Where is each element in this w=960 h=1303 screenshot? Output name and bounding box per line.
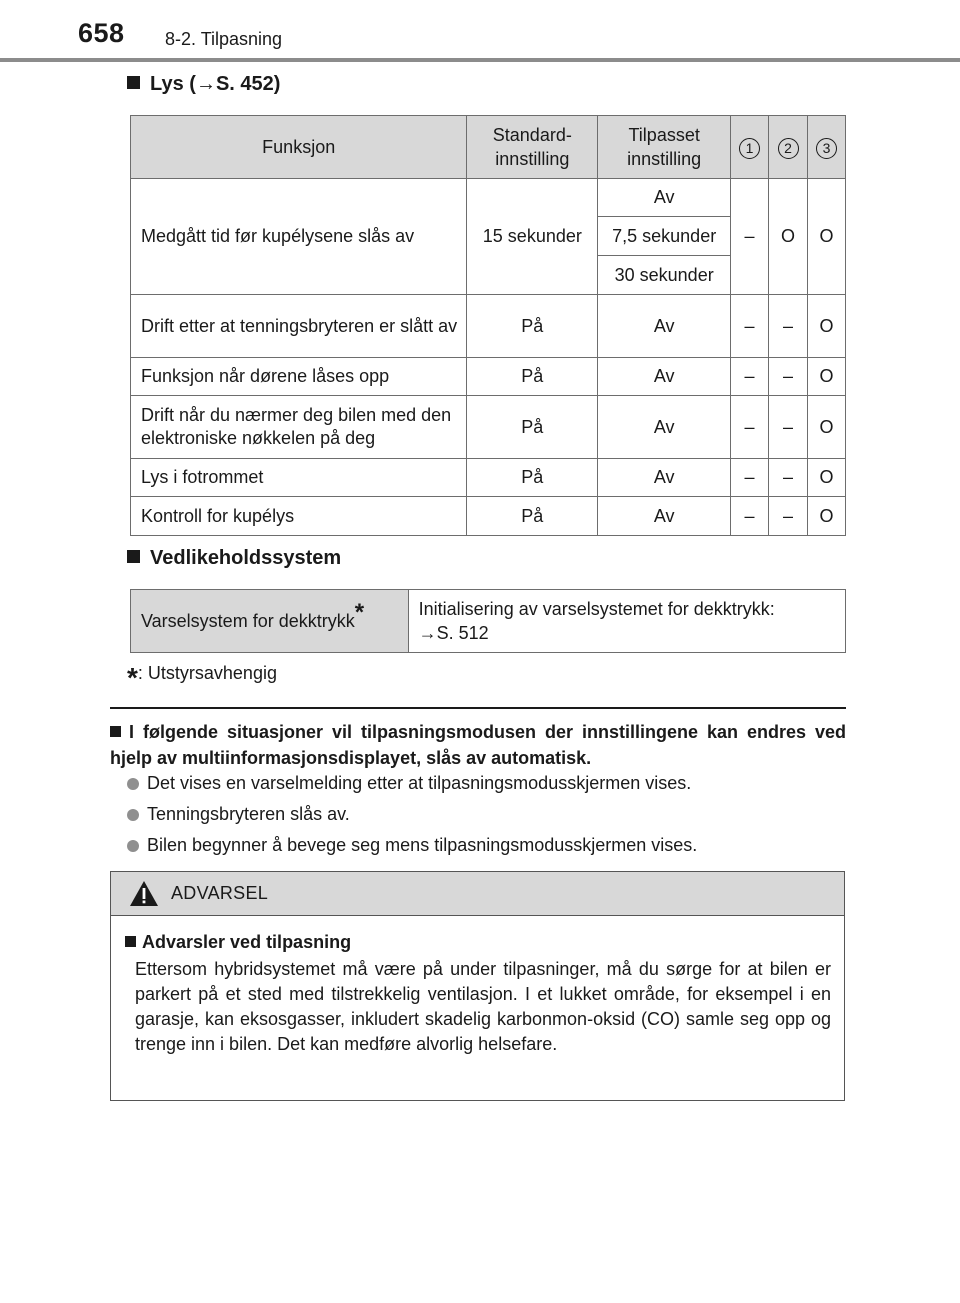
- warning-body: Ettersom hybridsystemet må være på under tilpasninger, må du sørge for at bilen er parkert på et sted med tilstrekkelig ventilasjon. I et lukket område, for eksempel i en garasje, kan eksosgasser, inkludert skadelig karbonmon-oksid (CO) samle seg opp og trenge inn i bilen. Det kan medføre alvorlig helsefare.: [135, 959, 831, 1054]
- warning-triangle-icon: [129, 880, 159, 907]
- list-item: [127, 802, 847, 826]
- row-function: Kontroll for kupélys: [131, 497, 467, 536]
- auto-off-heading: [110, 719, 846, 771]
- list-item: [127, 771, 847, 795]
- round-bullet-icon: [127, 809, 139, 821]
- header-custom: Tilpasset innstilling: [598, 116, 731, 179]
- table-row: [131, 497, 846, 536]
- system-description: Initialisering av varselsystemet for dekktrykk:: [418, 599, 775, 619]
- row-custom-option: Av: [598, 179, 731, 217]
- row-default: På: [467, 459, 598, 497]
- row-default: På: [467, 497, 598, 536]
- row-custom-option: 30 sekunder: [598, 256, 731, 295]
- row-c1: –: [731, 295, 769, 358]
- system-name: Varselsystem for dekktrykk: [141, 611, 355, 631]
- list-item-text: Tenningsbryteren slås av.: [147, 804, 350, 824]
- list-item: [127, 833, 847, 857]
- warning-subtitle-text: Advarsler ved tilpasning: [142, 932, 352, 952]
- row-custom-option: 7,5 sekunder: [598, 217, 731, 256]
- row-c2: –: [769, 396, 808, 459]
- list-item-text: Bilen begynner å bevege seg mens tilpasningsmodusskjermen vises.: [147, 835, 698, 855]
- row-custom: Av: [598, 295, 731, 358]
- header-default: Standard- innstilling: [467, 116, 598, 179]
- round-bullet-icon: [127, 840, 139, 852]
- page-reference: S. 512: [436, 623, 489, 643]
- row-c3: O: [807, 179, 845, 295]
- maintenance-section-title: [127, 547, 341, 570]
- warning-box: [110, 871, 845, 1101]
- row-c1: –: [731, 459, 769, 497]
- row-c2: –: [769, 497, 808, 536]
- table-row: [131, 459, 846, 497]
- row-c3: O: [807, 497, 845, 536]
- header-function: Funksjon: [131, 116, 467, 179]
- row-c3: O: [807, 295, 845, 358]
- round-bullet-icon: [127, 778, 139, 790]
- square-bullet-icon: [127, 550, 140, 563]
- table-row: [131, 295, 846, 358]
- warning-label: ADVARSEL: [171, 883, 269, 903]
- row-custom: Av: [598, 358, 731, 396]
- auto-off-heading-text: I følgende situasjoner vil tilpasningsmodusen der innstillingene kan endres ved hjelp av multiinformasjonsdisplayet, slås av automatisk.: [110, 722, 846, 768]
- section-divider: [110, 707, 846, 709]
- row-function: Funksjon når dørene låses opp: [131, 358, 467, 396]
- warning-header: [111, 872, 844, 916]
- arrow-icon: →: [195, 73, 216, 95]
- row-c1: –: [731, 396, 769, 459]
- lights-table: [130, 115, 846, 536]
- maintenance-table: [130, 589, 846, 653]
- row-c2: –: [769, 358, 808, 396]
- row-c3: O: [807, 358, 845, 396]
- row-c1: –: [731, 497, 769, 536]
- row-c1: –: [731, 358, 769, 396]
- footnote-text: : Utstyrsavhengig: [137, 663, 277, 683]
- list-item-text: Det vises en varselmelding etter at tilpasningsmodusskjermen vises.: [147, 773, 692, 793]
- header-rule: [0, 58, 960, 62]
- row-function: Medgått tid før kupélysene slås av: [131, 179, 467, 295]
- table-row: [131, 358, 846, 396]
- system-description-cell: [408, 590, 845, 653]
- row-default: På: [467, 295, 598, 358]
- table-row: [131, 179, 846, 217]
- footnote: [127, 662, 277, 694]
- row-c2: –: [769, 459, 808, 497]
- row-default: På: [467, 396, 598, 459]
- row-c3: O: [807, 459, 845, 497]
- row-function: Drift når du nærmer deg bilen med den elektroniske nøkkelen på deg: [131, 396, 467, 459]
- maintenance-title: Vedlikeholdssystem: [150, 547, 342, 569]
- footnote-star: *: [354, 599, 365, 626]
- row-function: Drift etter at tenningsbryteren er slått av: [131, 295, 467, 358]
- row-custom: Av: [598, 396, 731, 459]
- row-c2: O: [769, 179, 808, 295]
- row-custom: Av: [598, 459, 731, 497]
- circled-2-icon: 2: [778, 138, 799, 159]
- page-number: 658: [78, 18, 125, 48]
- table-row: [131, 590, 846, 653]
- chapter-title: 8-2. Tilpasning: [165, 29, 283, 49]
- row-default: På: [467, 358, 598, 396]
- footnote-star: *: [127, 662, 138, 693]
- row-c1: –: [731, 179, 769, 295]
- square-bullet-icon: [125, 936, 136, 947]
- square-bullet-icon: [127, 76, 140, 89]
- row-function: Lys i fotrommet: [131, 459, 467, 497]
- table-header-row: [131, 116, 846, 179]
- row-c2: –: [769, 295, 808, 358]
- circled-3-icon: 3: [816, 138, 837, 159]
- lights-section-title: [127, 73, 280, 96]
- lights-title-suffix: S. 452): [215, 73, 281, 95]
- lights-title-prefix: Lys (: [150, 73, 196, 95]
- system-name-cell: [131, 590, 409, 653]
- square-bullet-icon: [110, 726, 121, 737]
- arrow-icon: →: [418, 623, 437, 643]
- row-custom: Av: [598, 497, 731, 536]
- table-row: [131, 396, 846, 459]
- row-default: 15 sekunder: [467, 179, 598, 295]
- circled-1-icon: 1: [739, 138, 760, 159]
- row-c3: O: [807, 396, 845, 459]
- warning-subtitle: [125, 932, 351, 953]
